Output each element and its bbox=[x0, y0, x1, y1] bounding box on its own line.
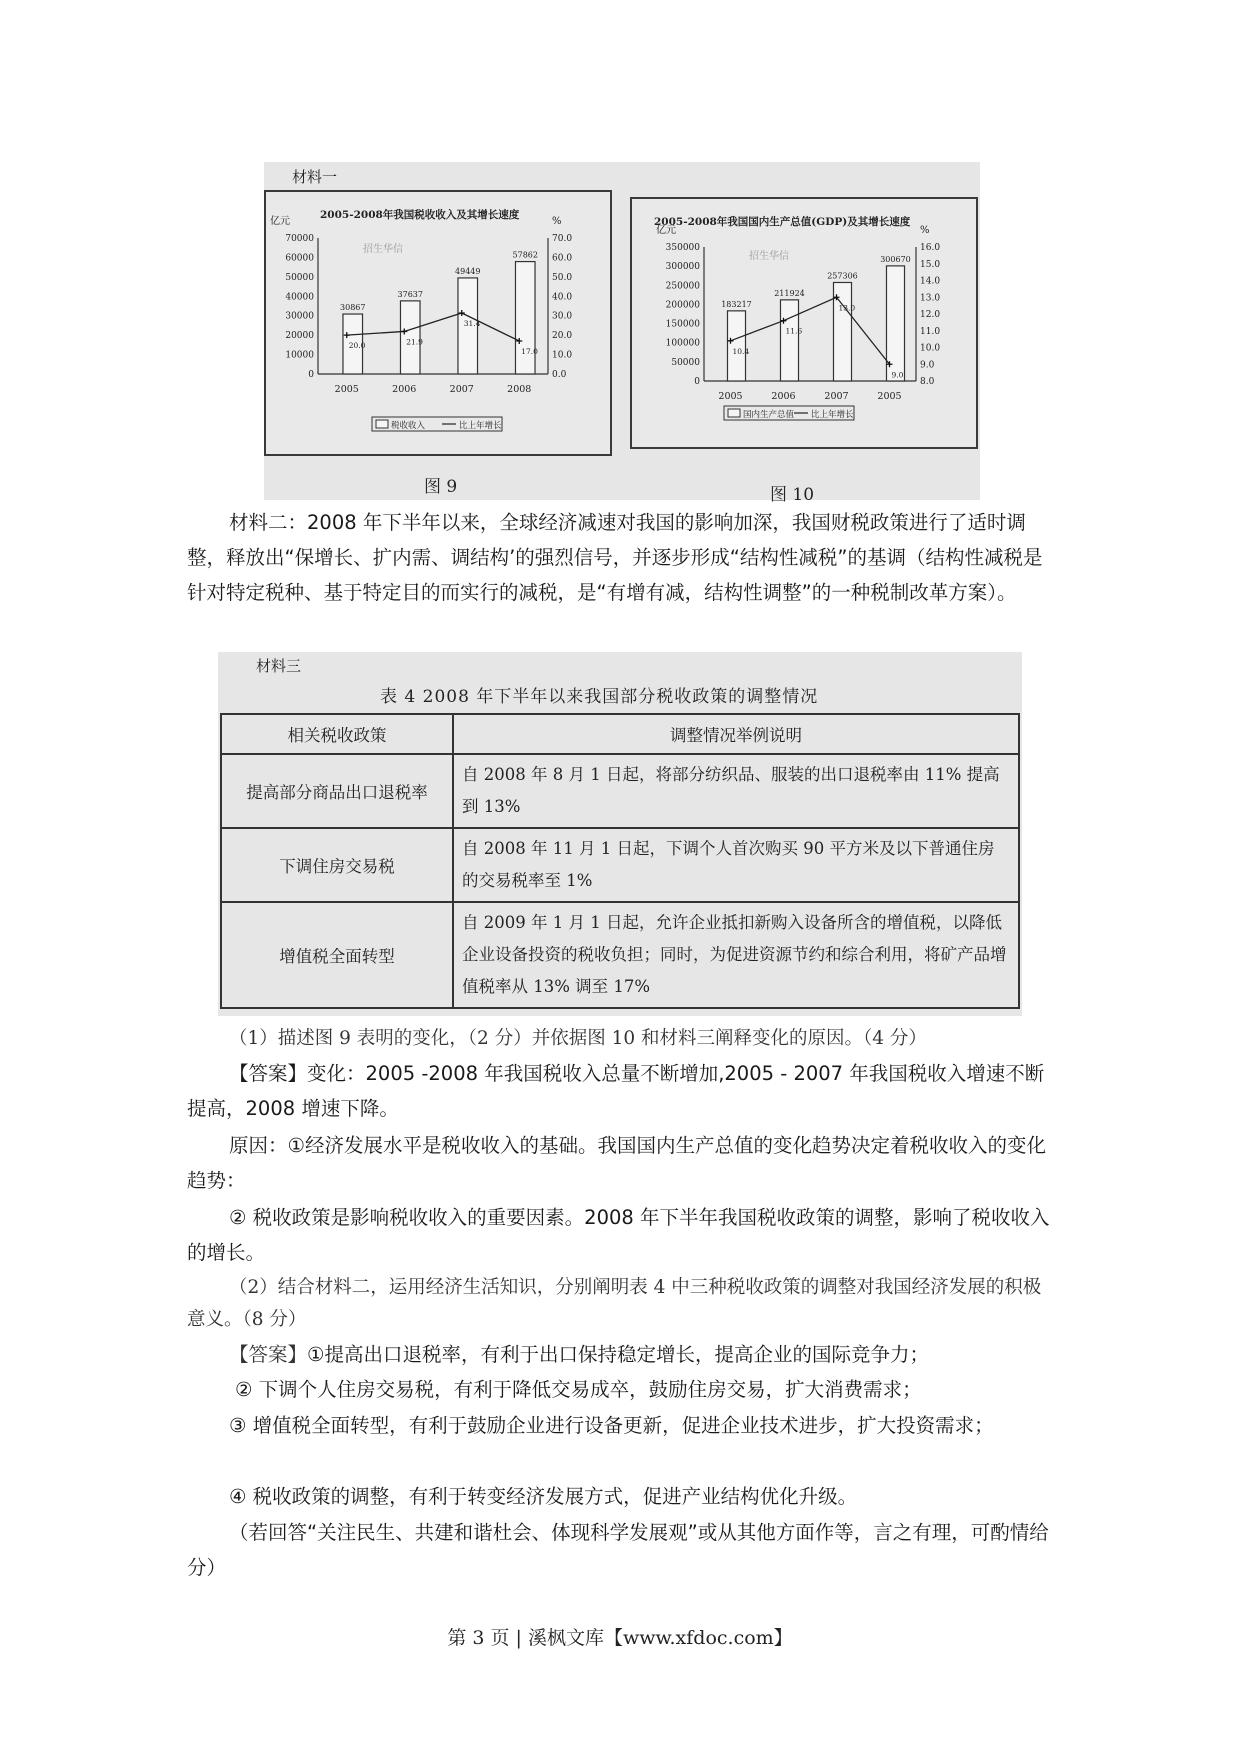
question-1: （1）描述图 9 表明的变化，（2 分）并依据图 10 和材料三阐释变化的原因。（4 分） bbox=[229, 1028, 927, 1049]
y-left-tick-label: 70000 bbox=[285, 234, 314, 244]
y-left-tick-label: 10000 bbox=[285, 350, 314, 361]
bar-value-label: 183217 bbox=[721, 299, 752, 309]
growth-value-label: 21.9 bbox=[406, 337, 423, 347]
y-left-tick-label: 350000 bbox=[665, 243, 700, 253]
x-tick-label: 2007 bbox=[824, 391, 849, 402]
bar bbox=[780, 300, 798, 381]
x-tick-label: 2006 bbox=[771, 391, 796, 402]
chart-watermark: 招生华信 bbox=[363, 244, 403, 255]
answer-2-tag: 【答案】 bbox=[229, 1343, 308, 1366]
y-left-tick-label: 40000 bbox=[285, 292, 314, 303]
answer-1-reason-1: 原因：①经济发展水平是税收收入的基础。我国国内生产总值的变化趋势决定着税收收入的变化趋势： bbox=[187, 1134, 1046, 1192]
table-header-row bbox=[221, 714, 1019, 754]
y-left-unit: 亿元 bbox=[270, 216, 290, 227]
figure10-panel bbox=[630, 197, 978, 449]
y-left-tick-label: 60000 bbox=[285, 253, 314, 264]
figure10-chart bbox=[632, 199, 976, 447]
answer-1-change-text: 变化：2005 -2008 年我国税收入总量不断增加,2005 - 2007 年我国税收入增速不断提高，2008 增速下降。 bbox=[187, 1062, 1045, 1120]
y-right-tick-label: 40.0 bbox=[552, 292, 573, 303]
y-left-tick-label: 20000 bbox=[285, 331, 314, 342]
y-right-tick-label: 13.0 bbox=[920, 293, 941, 304]
y-left-tick-label: 0 bbox=[308, 370, 314, 380]
bar-value-label: 37637 bbox=[397, 289, 423, 299]
y-left-tick-label: 50000 bbox=[671, 357, 700, 368]
x-tick-label: 2008 bbox=[507, 384, 532, 395]
bar-value-label: 57862 bbox=[512, 250, 538, 260]
growth-line bbox=[347, 313, 520, 341]
x-tick-label: 2005 bbox=[877, 391, 902, 402]
y-right-tick-label: 9.0 bbox=[920, 360, 935, 371]
answer-1-tag: 【答案】 bbox=[229, 1062, 308, 1085]
table-cell-detail: 自 2008 年 11 月 1 日起，下调个人首次购买 90 平方米及以下普通住房的交易税率至 1% bbox=[453, 828, 1019, 902]
legend-bar-label: 国内生产总值 bbox=[743, 410, 795, 420]
y-left-tick-label: 100000 bbox=[665, 338, 700, 349]
legend-bar-label: 税收收入 bbox=[391, 421, 426, 431]
table-cell-policy: 增值税全面转型 bbox=[221, 902, 453, 1008]
table-header-detail: 调整情况举例说明 bbox=[453, 714, 1019, 754]
y-right-tick-label: 16.0 bbox=[920, 243, 941, 253]
answer-2-note: （若回答“关注民生、共建和谐杜会、体现科学发展观”或从其他方面作等，言之有理，可酌情给分） bbox=[187, 1521, 1049, 1579]
y-right-tick-label: 8.0 bbox=[920, 377, 935, 387]
table-header-policy: 相关税收政策 bbox=[221, 714, 453, 754]
y-left-tick-label: 0 bbox=[694, 377, 700, 387]
material3-label: 材料三 bbox=[256, 657, 302, 675]
table-cell-detail: 自 2008 年 8 月 1 日起，将部分纺织品、服装的出口退税率由 11% 提高到 13% bbox=[453, 754, 1019, 828]
y-left-tick-label: 250000 bbox=[665, 281, 700, 292]
bar-value-label: 49449 bbox=[455, 266, 481, 276]
policy-table bbox=[220, 713, 1020, 1009]
chart-title: 2005-2008年我国税收收入及其增长速度 bbox=[320, 209, 520, 221]
y-right-tick-label: 70.0 bbox=[552, 234, 573, 244]
y-right-tick-label: 0.0 bbox=[552, 370, 567, 380]
material2-text: 材料二：2008 年下半年以来，全球经济减速对我国的影响加深，我国财税政策进行了适时调整，释放出“保增长、扩内需、调结构’的强烈信号，并逐步形成“结构性减税”的基调（结构性减税是针对特定税种、基于特定目的而实行的减税，是“有增有减，结构性调整”的一种税制改革方案）。 bbox=[187, 511, 1043, 604]
y-right-tick-label: 50.0 bbox=[552, 272, 573, 283]
y-left-tick-label: 150000 bbox=[665, 319, 700, 330]
growth-value-label: 13.0 bbox=[838, 303, 856, 313]
y-right-tick-label: 30.0 bbox=[552, 311, 573, 322]
growth-value-label: 10.4 bbox=[732, 346, 750, 356]
figure9-chart bbox=[266, 192, 610, 454]
y-right-tick-label: 14.0 bbox=[920, 276, 941, 287]
legend-bar-swatch bbox=[728, 409, 740, 417]
figure9-caption: 图 9 bbox=[424, 477, 458, 497]
growth-value-label: 17.0 bbox=[521, 346, 538, 356]
growth-line bbox=[731, 297, 890, 364]
y-right-tick-label: 60.0 bbox=[552, 253, 573, 264]
bar bbox=[515, 262, 535, 374]
y-right-tick-label: 11.0 bbox=[920, 326, 941, 337]
answer-2-4: ④ 税收政策的调整，有利于转变经济发展方式，促进产业结构优化升级。 bbox=[229, 1485, 858, 1508]
chart-title: 2005-2008年我国国内生产总值(GDP)及其增长速度 bbox=[654, 216, 911, 228]
bar-value-label: 30867 bbox=[340, 303, 366, 313]
x-tick-label: 2005 bbox=[718, 391, 743, 402]
x-tick-label: 2007 bbox=[449, 384, 474, 395]
answer-2-1 bbox=[187, 1337, 1057, 1372]
bar-value-label: 211924 bbox=[774, 288, 805, 298]
answer-1-reason-2: ② 税收政策是影响税收收入的重要因素。2008 年下半年我国税收政策的调整，影响了税收收入的增长。 bbox=[187, 1206, 1050, 1264]
y-right-tick-label: 10.0 bbox=[552, 350, 573, 361]
table4-title: 表 4 2008 年下半年以来我国部分税收政策的调整情况 bbox=[380, 687, 819, 707]
bar-value-label: 300670 bbox=[880, 254, 911, 264]
answer-2-2: ② 下调个人住房交易税，有利于降低交易成卒，鼓励住房交易，扩大消费需求； bbox=[235, 1378, 922, 1401]
figure10-caption: 图 10 bbox=[770, 485, 815, 505]
answer-1-change bbox=[187, 1056, 1057, 1126]
question-2: （2）结合材料二，运用经济生活知识，分别阐明表 4 中三种税收政策的调整对我国经济发展的积极意义。（8 分） bbox=[187, 1277, 1042, 1330]
x-tick-label: 2005 bbox=[334, 384, 359, 395]
table-row bbox=[221, 754, 1019, 828]
answer-2-1-text: ①提高出口退税率，有利于出口保持稳定增长，提高企业的国际竞争力； bbox=[307, 1343, 929, 1366]
table-cell-policy: 下调住房交易税 bbox=[221, 828, 453, 902]
legend-line-label: 比上年增长 bbox=[459, 421, 502, 431]
table-cell-detail: 自 2009 年 1 月 1 日起，允许企业抵扣新购入设备所含的增值税，以降低企业设备投资的税收负担；同时，为促进资源节约和综合利用，将矿产品增值税率从 13% 调至 17% bbox=[453, 902, 1019, 1008]
y-right-tick-label: 20.0 bbox=[552, 331, 573, 342]
y-right-tick-label: 15.0 bbox=[920, 259, 941, 270]
table-row bbox=[221, 828, 1019, 902]
growth-value-label: 11.6 bbox=[785, 326, 803, 336]
y-left-tick-label: 200000 bbox=[665, 300, 700, 311]
legend-line-label: 比上年增长 bbox=[811, 410, 854, 420]
x-tick-label: 2006 bbox=[392, 384, 417, 395]
page-footer: 第 3 页 | 溪枫文库【www.xfdoc.com】 bbox=[447, 1627, 793, 1649]
y-right-tick-label: 12.0 bbox=[920, 310, 941, 320]
figure9-panel bbox=[264, 190, 612, 456]
y-right-unit: % bbox=[920, 225, 930, 236]
table-cell-policy: 提高部分商品出口退税率 bbox=[221, 754, 453, 828]
y-left-tick-label: 300000 bbox=[665, 262, 700, 273]
growth-value-label: 31.4 bbox=[463, 318, 481, 328]
chart-watermark: 招生华信 bbox=[749, 251, 789, 262]
y-right-unit: % bbox=[552, 216, 562, 227]
material1-label: 材料一 bbox=[292, 168, 338, 186]
y-left-unit: 亿元 bbox=[656, 225, 676, 236]
y-left-tick-label: 50000 bbox=[285, 272, 314, 283]
bar-value-label: 257306 bbox=[827, 271, 858, 281]
y-right-tick-label: 10.0 bbox=[920, 343, 941, 354]
y-left-tick-label: 30000 bbox=[285, 311, 314, 322]
table-row bbox=[221, 902, 1019, 1008]
growth-value-label: 20.0 bbox=[348, 341, 366, 351]
answer-2-3: ③ 增值税全面转型，有利于鼓励企业进行设备更新，促进企业技术进步，扩大投资需求； bbox=[229, 1414, 994, 1437]
growth-value-label: 9.0 bbox=[891, 370, 904, 380]
legend-bar-swatch bbox=[376, 420, 388, 428]
